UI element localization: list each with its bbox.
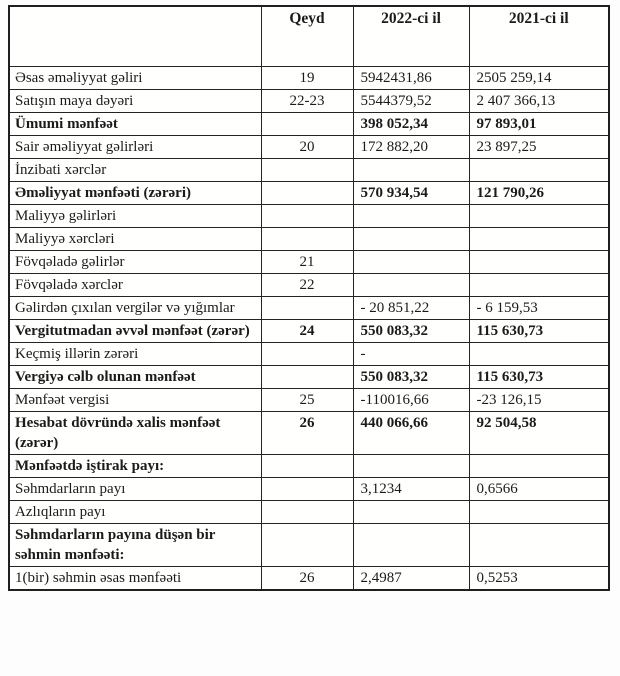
row-label: 1(bir) səhmin əsas mənfəəti	[9, 566, 261, 590]
row-label: Sair əməliyyat gəlirləri	[9, 135, 261, 158]
table-row	[9, 365, 609, 388]
row-label: Səhmdarların payı	[9, 477, 261, 500]
value-2021: 0,5253	[469, 566, 609, 590]
value-2022: 550 083,32	[353, 319, 469, 342]
value-2022: 570 934,54	[353, 181, 469, 204]
row-label: Maliyyə xərcləri	[9, 227, 261, 250]
table-body	[9, 66, 609, 590]
header-row	[9, 6, 609, 66]
value-2021: 23 897,25	[469, 135, 609, 158]
value-2021	[469, 500, 609, 523]
table-row	[9, 388, 609, 411]
value-2022	[353, 273, 469, 296]
value-2022: 440 066,66	[353, 411, 469, 454]
value-2022: 2,4987	[353, 566, 469, 590]
value-2022	[353, 158, 469, 181]
value-2022: 398 052,34	[353, 112, 469, 135]
value-2022	[353, 227, 469, 250]
row-label: Keçmiş illərin zərəri	[9, 342, 261, 365]
qeyd-value	[261, 296, 353, 319]
row-label: Maliyyə gəlirləri	[9, 204, 261, 227]
value-2022: 550 083,32	[353, 365, 469, 388]
value-2022	[353, 500, 469, 523]
qeyd-value	[261, 477, 353, 500]
row-label: İnzibati xərclər	[9, 158, 261, 181]
value-2022: - 20 851,22	[353, 296, 469, 319]
qeyd-value	[261, 454, 353, 477]
table-row	[9, 89, 609, 112]
value-2022: 5544379,52	[353, 89, 469, 112]
value-2021: - 6 159,53	[469, 296, 609, 319]
qeyd-value: 20	[261, 135, 353, 158]
table-row	[9, 112, 609, 135]
row-label: Vergiyə cəlb olunan mənfəət	[9, 365, 261, 388]
qeyd-value: 22-23	[261, 89, 353, 112]
value-2021	[469, 273, 609, 296]
value-2021	[469, 454, 609, 477]
header-year-2022: 2022-ci il	[353, 6, 469, 66]
table-row	[9, 135, 609, 158]
qeyd-value	[261, 112, 353, 135]
qeyd-value: 21	[261, 250, 353, 273]
qeyd-value	[261, 523, 353, 566]
value-2022: -	[353, 342, 469, 365]
qeyd-value: 26	[261, 566, 353, 590]
row-label: Əsas əməliyyat gəliri	[9, 66, 261, 89]
value-2021: 0,6566	[469, 477, 609, 500]
header-label	[9, 6, 261, 66]
row-label: Mənfəətdə iştirak payı:	[9, 454, 261, 477]
table-row	[9, 454, 609, 477]
qeyd-value	[261, 342, 353, 365]
table-row	[9, 477, 609, 500]
table-row	[9, 273, 609, 296]
qeyd-value	[261, 227, 353, 250]
row-label: Satışın maya dəyəri	[9, 89, 261, 112]
qeyd-value: 19	[261, 66, 353, 89]
table-row	[9, 342, 609, 365]
value-2022	[353, 454, 469, 477]
table-row	[9, 158, 609, 181]
qeyd-value	[261, 204, 353, 227]
value-2022	[353, 204, 469, 227]
value-2021	[469, 250, 609, 273]
table-row	[9, 204, 609, 227]
value-2022: -110016,66	[353, 388, 469, 411]
value-2021: -23 126,15	[469, 388, 609, 411]
row-label: Gəlirdən çıxılan vergilər və yığımlar	[9, 296, 261, 319]
value-2022: 5942431,86	[353, 66, 469, 89]
table-row	[9, 181, 609, 204]
value-2021: 2505 259,14	[469, 66, 609, 89]
qeyd-value: 25	[261, 388, 353, 411]
row-label: Azlıqların payı	[9, 500, 261, 523]
table-row	[9, 319, 609, 342]
row-label: Səhmdarların payına düşən bir səhmin mənfəəti:	[9, 523, 261, 566]
value-2021: 2 407 366,13	[469, 89, 609, 112]
row-label: Fövqəladə xərclər	[9, 273, 261, 296]
table-row	[9, 250, 609, 273]
table-row	[9, 566, 609, 590]
value-2021	[469, 204, 609, 227]
value-2022	[353, 250, 469, 273]
table-row	[9, 66, 609, 89]
table-row	[9, 500, 609, 523]
table-row	[9, 411, 609, 454]
value-2021: 97 893,01	[469, 112, 609, 135]
value-2021	[469, 523, 609, 566]
value-2022: 172 882,20	[353, 135, 469, 158]
row-label: Mənfəət vergisi	[9, 388, 261, 411]
qeyd-value: 26	[261, 411, 353, 454]
qeyd-value	[261, 158, 353, 181]
value-2021: 121 790,26	[469, 181, 609, 204]
value-2021	[469, 158, 609, 181]
value-2021	[469, 227, 609, 250]
value-2022	[353, 523, 469, 566]
row-label: Hesabat dövründə xalis mənfəət (zərər)	[9, 411, 261, 454]
table-row	[9, 523, 609, 566]
table-row	[9, 227, 609, 250]
qeyd-value: 24	[261, 319, 353, 342]
value-2021: 115 630,73	[469, 365, 609, 388]
qeyd-value	[261, 181, 353, 204]
value-2021	[469, 342, 609, 365]
row-label: Fövqəladə gəlirlər	[9, 250, 261, 273]
header-year-2021: 2021-ci il	[469, 6, 609, 66]
row-label: Əməliyyat mənfəəti (zərəri)	[9, 181, 261, 204]
table-row	[9, 296, 609, 319]
row-label: Vergitutmadan əvvəl mənfəət (zərər)	[9, 319, 261, 342]
income-statement-table	[8, 5, 610, 591]
header-qeyd: Qeyd	[261, 6, 353, 66]
value-2021: 115 630,73	[469, 319, 609, 342]
qeyd-value	[261, 500, 353, 523]
qeyd-value	[261, 365, 353, 388]
row-label: Ümumi mənfəət	[9, 112, 261, 135]
table-header	[9, 6, 609, 66]
value-2021: 92 504,58	[469, 411, 609, 454]
qeyd-value: 22	[261, 273, 353, 296]
value-2022: 3,1234	[353, 477, 469, 500]
